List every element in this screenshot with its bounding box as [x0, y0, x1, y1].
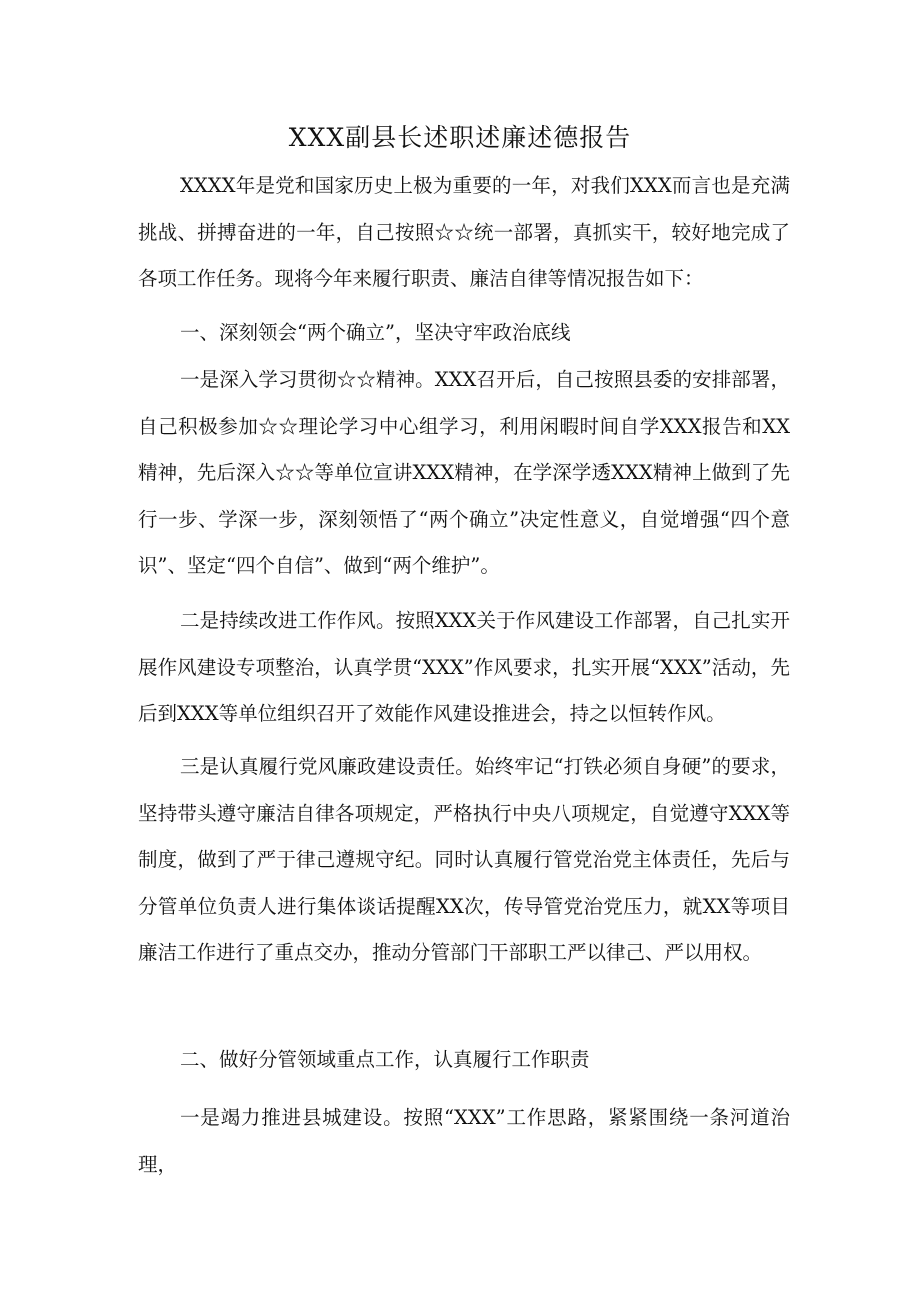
document-title: XXX副县长述职述廉述德报告 [288, 123, 632, 152]
section-heading-1: 一、深刻领会“两个确立”，坚决守牢政治底线 [180, 321, 571, 344]
section1-paragraph-2: 二是持续改进工作作风。按照XXX关于作风建设工作部署，自己扎实开展作风建设专项整治，认真学贯“XXX”作风要求，扎实开展“XXX”活动，先后到XXX等单位组织召开了效能作风建设推进会，持之以恒转作风。 [138, 609, 790, 725]
section1-paragraph-1: 一是深入学习贯彻☆☆精神。XXX召开后，自己按照县委的安排部署，自己积极参加☆☆理论学习中心组学习，利用闲暇时间自学XXX报告和XX精神，先后深入☆☆等单位宣讲XXX精神，在学深学透XXX精神上做到了先行一步、学深一步，深刻领悟了“两个确立”决定性意义，自觉增强“四个意识”、坚定“四个自信”、做到“两个维护”。 [138, 368, 790, 577]
section-heading-2: 二、做好分管领域重点工作，认真履行工作职责 [180, 1048, 590, 1071]
section2-paragraph-1: 一是竭力推进县城建设。按照“XXX”工作思路，紧紧围绕一条河道治理， [138, 1106, 790, 1176]
intro-paragraph: XXXX年是党和国家历史上极为重要的一年，对我们XXX而言也是充满挑战、拼搏奋进的一年，自己按照☆☆统一部署，真抓实干，较好地完成了各项工作任务。现将今年来履行职责、廉洁自律等情况报告如下： [138, 174, 790, 290]
section1-paragraph-3: 三是认真履行党风廉政建设责任。始终牢记“打铁必须自身硬”的要求，坚持带头遵守廉洁自律各项规定，严格执行中央八项规定，自觉遵守XXX等制度，做到了严于律己遵规守纪。同时认真履行管党治党主体责任，先后与分管单位负责人进行集体谈话提醒XX次，传导管党治党压力，就XX等项目廉洁工作进行了重点交办，推动分管部门干部职工严以律己、严以用权。 [138, 755, 790, 964]
